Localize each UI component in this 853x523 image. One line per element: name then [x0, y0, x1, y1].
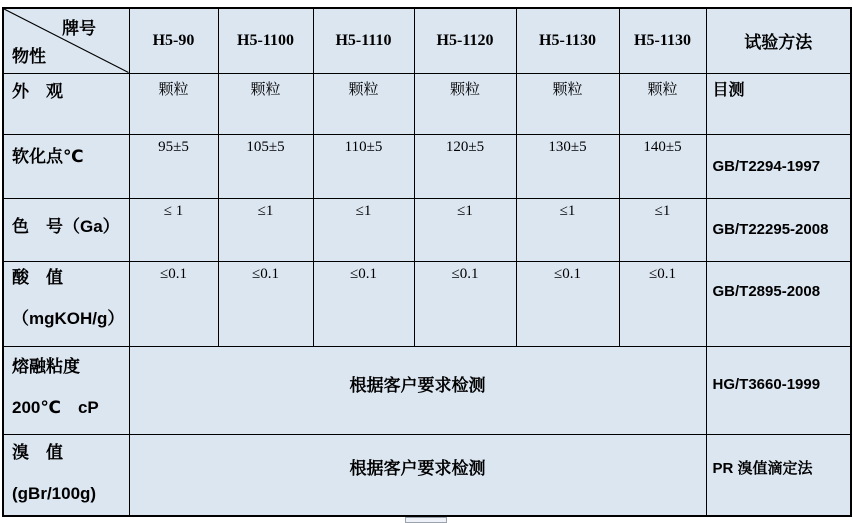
row-label: 酸 值 （mgKOH/g）	[3, 261, 129, 346]
header-col-h5-1130a: H5-1130	[516, 8, 619, 73]
row-softening-point	[3, 134, 851, 198]
spec-value: 颗粒	[218, 73, 313, 134]
header-col-h5-90: H5-90	[129, 8, 218, 73]
test-method: GB/T22295-2008	[706, 198, 851, 261]
spec-value: 颗粒	[414, 73, 516, 134]
test-method: HG/T3660-1999	[706, 346, 851, 434]
row-label: 软化点℃	[3, 134, 129, 198]
row-label: 溴 值 (gBr/100g)	[3, 434, 129, 516]
header-row	[3, 8, 851, 73]
row-acid-value	[3, 261, 851, 346]
row-label: 色 号（Ga）	[3, 198, 129, 261]
test-method: GB/T2895-2008	[706, 261, 851, 346]
row-appearance	[3, 73, 851, 134]
spec-value: 颗粒	[619, 73, 706, 134]
spec-value: ≤ 1	[129, 198, 218, 261]
spec-value: ≤0.1	[218, 261, 313, 346]
spec-value: ≤0.1	[414, 261, 516, 346]
spec-value: 110±5	[313, 134, 414, 198]
spec-value: ≤1	[619, 198, 706, 261]
header-col-h5-1120: H5-1120	[414, 8, 516, 73]
spec-value: ≤1	[516, 198, 619, 261]
spec-value: ≤0.1	[129, 261, 218, 346]
corner-label-grade: 牌号	[62, 19, 96, 38]
merged-value: 根据客户要求检测	[129, 346, 706, 434]
header-col-h5-1110: H5-1110	[313, 8, 414, 73]
spec-value: 130±5	[516, 134, 619, 198]
spec-value: 140±5	[619, 134, 706, 198]
spec-value: ≤1	[414, 198, 516, 261]
test-method: GB/T2294-1997	[706, 134, 851, 198]
spec-value: 颗粒	[313, 73, 414, 134]
spec-value: ≤1	[218, 198, 313, 261]
row-color-number	[3, 198, 851, 261]
spec-value: ≤0.1	[619, 261, 706, 346]
corner-label-property: 物性	[12, 46, 46, 66]
header-col-test-method: 试验方法	[706, 8, 851, 73]
spec-value: ≤0.1	[313, 261, 414, 346]
product-spec-table	[2, 7, 852, 517]
spec-value: 105±5	[218, 134, 313, 198]
test-method: 目测	[706, 73, 851, 134]
row-melt-viscosity	[3, 346, 851, 434]
header-col-h5-1100: H5-1100	[218, 8, 313, 73]
header-col-h5-1130b: H5-1130	[619, 8, 706, 73]
spec-value: 颗粒	[129, 73, 218, 134]
spec-value: ≤1	[313, 198, 414, 261]
spec-value: ≤0.1	[516, 261, 619, 346]
spec-value: 颗粒	[516, 73, 619, 134]
row-bromine-value	[3, 434, 851, 516]
spec-value: 95±5	[129, 134, 218, 198]
corner-cell	[3, 8, 129, 73]
row-label: 熔融粘度 200℃ cP	[3, 346, 129, 434]
spec-value: 120±5	[414, 134, 516, 198]
bottom-edge-artifact	[405, 517, 447, 523]
spec-table-wrapper	[2, 7, 852, 517]
merged-value: 根据客户要求检测	[129, 434, 706, 516]
test-method: PR 溴值滴定法	[706, 434, 851, 516]
row-label: 外 观	[3, 73, 129, 134]
